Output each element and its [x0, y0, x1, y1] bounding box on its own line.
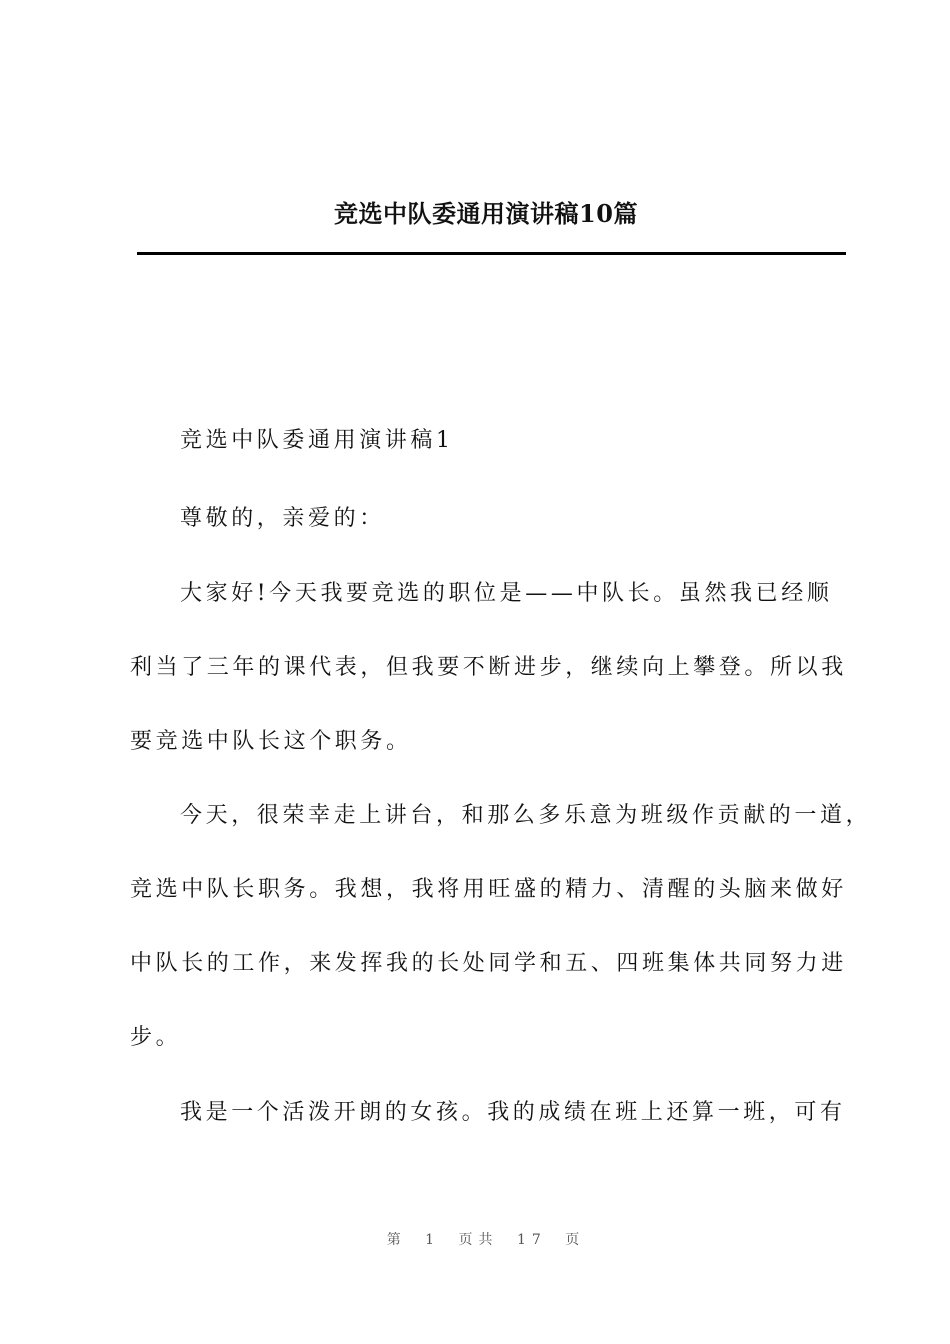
footer-total-pages: 17	[517, 1232, 547, 1248]
paragraph-line: 竞选中队委通用演讲稿1	[180, 428, 454, 453]
page-footer	[0, 1228, 950, 1252]
paragraph-line: 要竞选中队长这个职务。	[130, 729, 412, 754]
paragraph-salutation	[130, 503, 870, 577]
paragraph-line: 中队长的工作，来发挥我的长处同学和五、四班集体共同努力进	[130, 951, 847, 976]
footer-suffix: 页	[565, 1232, 586, 1248]
paragraph-line: 尊敬的，亲爱的：	[180, 506, 385, 531]
paragraph-line: 今天，很荣幸走上讲台，和那么多乐意为班级作贡献的一道，	[180, 803, 872, 828]
paragraph-line: 步。	[130, 1025, 182, 1050]
title-underline	[137, 252, 846, 255]
paragraph-heading	[130, 425, 870, 499]
document-title: 竞选中队委通用演讲稿10篇	[334, 199, 638, 228]
footer-current-page: 1	[425, 1232, 441, 1248]
paragraph-line: 竞选中队长职务。我想，我将用旺盛的精力、清醒的头脑来做好	[130, 877, 847, 902]
paragraph-body-3	[130, 1097, 870, 1171]
paragraph-line: 我是一个活泼开朗的女孩。我的成绩在班上还算一班，可有	[180, 1100, 846, 1125]
paragraph-body-1	[130, 578, 870, 800]
paragraph-body-2	[130, 800, 870, 1096]
footer-prefix: 第	[386, 1232, 407, 1248]
footer-middle: 页共	[458, 1232, 499, 1248]
paragraph-line: 大家好!今天我要竞选的职位是——中队长。虽然我已经顺	[180, 581, 833, 606]
paragraph-line: 利当了三年的课代表，但我要不断进步，继续向上攀登。所以我	[130, 655, 847, 680]
